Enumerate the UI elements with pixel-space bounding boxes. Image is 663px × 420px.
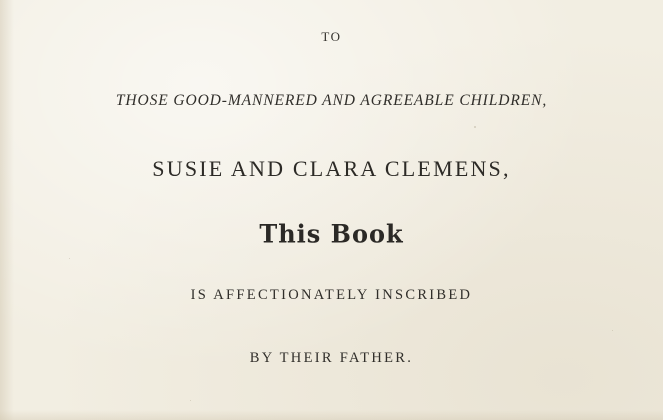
page-bottom-shading xyxy=(0,410,663,420)
dedication-line-names: SUSIE AND CLARA CLEMENS, xyxy=(152,156,511,181)
dedication-line-children: THOSE GOOD-MANNERED AND AGREEABLE CHILDREN, xyxy=(115,92,548,109)
paper-speck xyxy=(69,258,70,259)
dedication-line-father: BY THEIR FATHER. xyxy=(249,350,414,366)
dedication-line-to: TO xyxy=(321,29,342,44)
paper-speck xyxy=(474,126,476,128)
dedication-line-this-book: This Book xyxy=(259,218,404,249)
paper-speck xyxy=(612,330,613,331)
paper-speck xyxy=(190,400,191,401)
dedication-line-inscribed: IS AFFECTIONATELY INSCRIBED xyxy=(190,287,473,303)
